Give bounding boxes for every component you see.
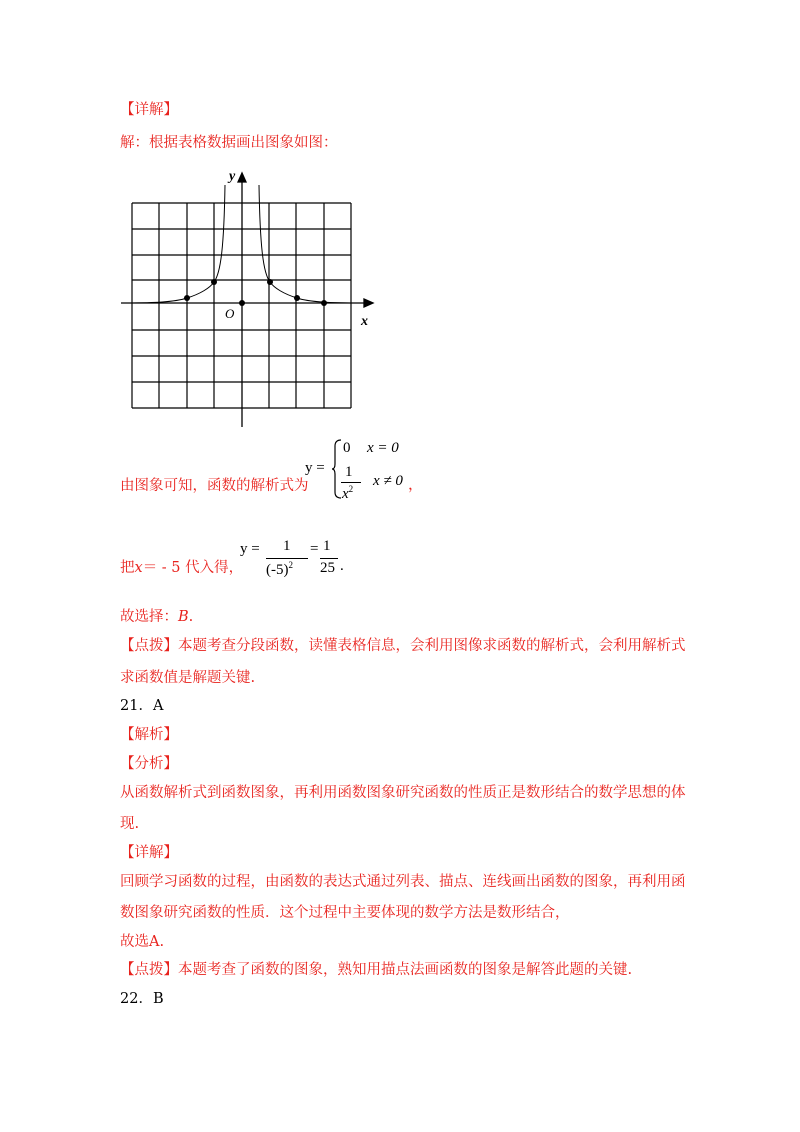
q21-detail-heading: 【详解】 (120, 845, 178, 861)
point (321, 300, 327, 306)
sub-bar1 (266, 558, 308, 559)
x-axis-label: x (361, 314, 368, 329)
piecewise-formula (305, 438, 425, 502)
case2-fraction-bar (341, 482, 361, 483)
sub-den1: $(-5)^2$ (266, 560, 293, 578)
case2-denominator: $x^2$ (342, 484, 354, 502)
y-axis-label: y (229, 169, 236, 184)
sub-den2: 25 (320, 560, 335, 576)
q21-parse-heading: 【解析】 (120, 727, 178, 743)
piecewise-trail: ， (408, 477, 424, 493)
point (211, 279, 217, 285)
sub-bar2 (320, 558, 338, 559)
point (239, 300, 245, 306)
substitute-formula (240, 538, 350, 588)
q21-analysis-line-2: 现. (120, 816, 140, 832)
formula-text: 由图象可知，函数的解析式为 (120, 478, 309, 494)
q21-detail-line-2: 数图象研究函数的性质．这个过程中主要体现的数学方法是数形结合， (120, 905, 570, 921)
sub-trail: . (340, 558, 344, 574)
q21-answer: 故选A. (120, 934, 165, 950)
sub-num1: 1 (283, 538, 291, 554)
q21-analysis-line-1: 从函数解析式到函数图象，再利用函数图象研究函数的性质正是数形结合的数学思想的体 (120, 785, 686, 801)
point (294, 295, 300, 301)
point (184, 295, 190, 301)
case1-condition: x = 0 (367, 440, 399, 456)
substitute-text: 把x＝ - 5 代入得， (120, 560, 244, 576)
q21-detail-line-1: 回顾学习函数的过程，由函数的表达式通过列表、描点、连线画出函数的图象，再利用函 (120, 874, 686, 890)
question-21-number: 21．A (120, 698, 164, 714)
tip-1-line-2: 求函数值是解题关键. (120, 670, 256, 686)
sub-eq: = (310, 541, 319, 557)
data-points (184, 279, 327, 306)
question-22-number: 22．B (120, 991, 164, 1007)
sub-num2: 1 (323, 538, 331, 554)
q21-tip: 【点拨】本题考查了函数的图象，熟知用描点法画函数的图象是解答此题的关键. (120, 962, 633, 978)
tip-1-line-1: 【点拨】本题考查分段函数，读懂表格信息，会利用图像求函数的解析式，会利用解析式 (120, 638, 686, 654)
piecewise-lhs: y = (305, 460, 325, 476)
q21-analysis-heading: 【分析】 (120, 756, 178, 772)
origin-label: O (225, 306, 235, 321)
case2-condition: x ≠ 0 (373, 473, 403, 489)
detail-heading-1: 【详解】 (120, 102, 178, 118)
answer-1: 故选择：B. (120, 609, 194, 625)
function-graph (115, 165, 385, 430)
case1-value: 0 (343, 440, 351, 456)
solution-intro: 解：根据表格数据画出图象如图： (120, 135, 338, 151)
substitute-lhs: y = (240, 541, 260, 557)
case2-numerator: 1 (345, 464, 353, 480)
point (267, 279, 273, 285)
